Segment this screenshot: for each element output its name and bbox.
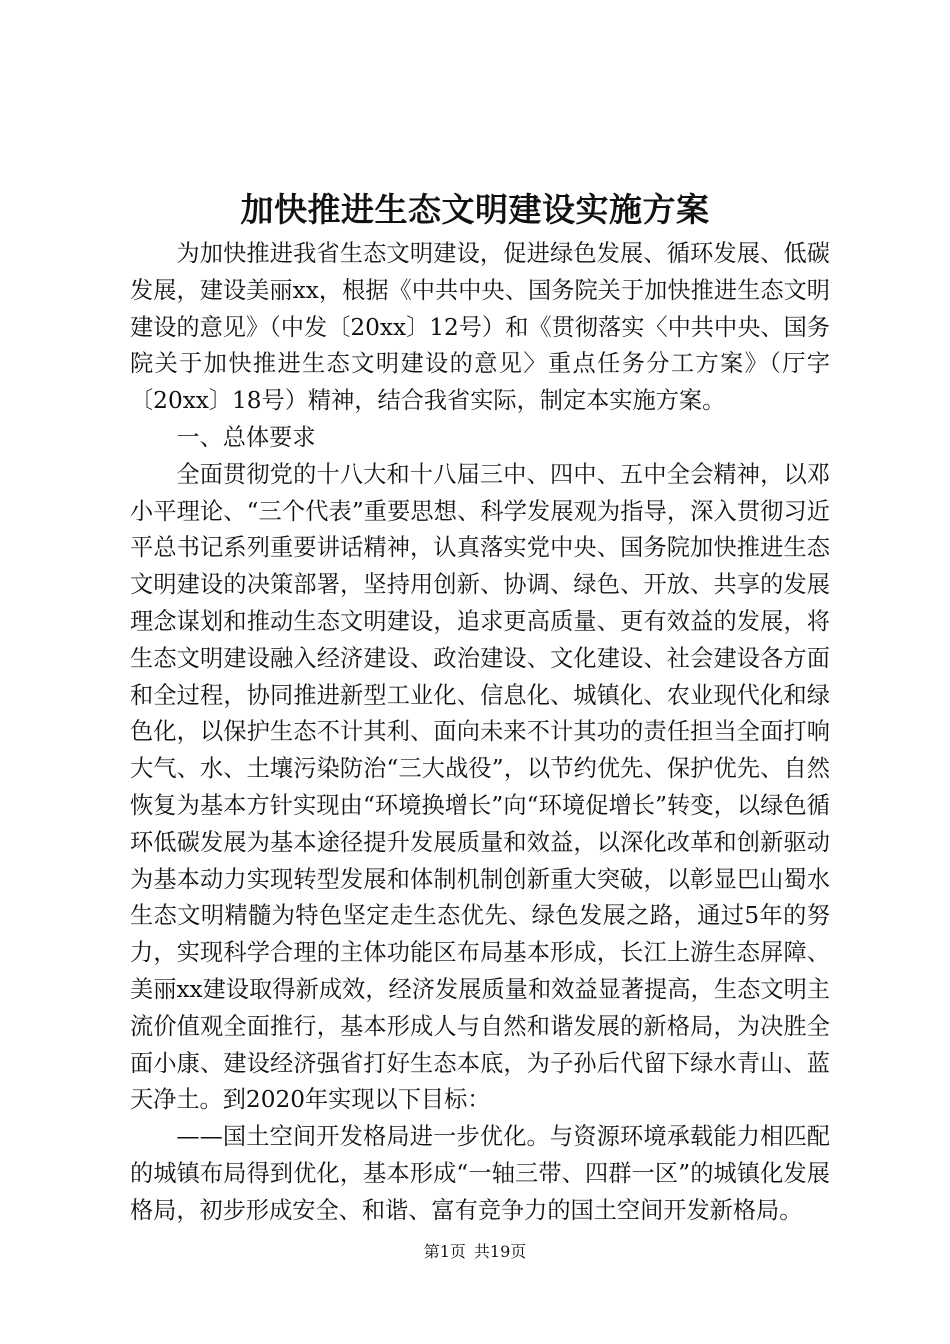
section-heading: 一、总体要求	[176, 423, 316, 451]
page-number: 第1页	[423, 1242, 466, 1261]
intro-paragraph: 为加快推进我省生态文明建设，促进绿色发展、循环发展、低碳发展，建设美丽xx，根据《中共中央、国务院关于加快推进生态文明建设的意见》（中发〔20xx〕12号）和《贯彻落实〈中共中央、国务院关于加快推进生态文明建设的意见〉重点任务分工方案》（厅字〔20xx〕18号）精神，结合我省实际，制定本实施方案。	[130, 240, 830, 415]
page-total: 共19页	[473, 1242, 527, 1261]
page-footer	[0, 1240, 950, 1264]
overall-requirements-paragraph: 全面贯彻党的十八大和十八届三中、四中、五中全会精神，以邓小平理论、“三个代表”重要思想、科学发展观为指导，深入贯彻习近平总书记系列重要讲话精神，认真落实党中央、国务院加快推进生态文明建设的决策部署，坚持用创新、协调、绿色、开放、共享的发展理念谋划和推动生态文明建设，追求更高质量、更有效益的发展，将生态文明建设融入经济建设、政治建设、文化建设、社会建设各方面和全过程，协同推进新型工业化、信息化、城镇化、农业现代化和绿色化，以保护生态不计其利、面向未来不计其功的责任担当全面打响大气、水、土壤污染防治“三大战役”，以节约优先、保护优先、自然恢复为基本方针实现由“环境换增长”向“环境促增长”转变，以绿色循环低碳发展为基本途径提升发展质量和效益，以深化改革和创新驱动为基本动力实现转型发展和体制机制创新重大突破，以彰显巴山蜀水生态文明精髓为特色坚定走生态优先、绿色发展之路，通过5年的努力，实现科学合理的主体功能区布局基本形成，长江上游生态屏障、美丽xx建设取得新成效，经济发展质量和效益显著提高，生态文明主流价值观全面推行，基本形成人与自然和谐发展的新格局，为决胜全面小康、建设经济强省打好生态本底，为子孙后代留下绿水青山、蓝天净土。到2020年实现以下目标：	[130, 460, 830, 1114]
goal-paragraph: ——国土空间开发格局进一步优化。与资源环境承载能力相匹配的城镇布局得到优化，基本形成“一轴三带、四群一区”的城镇化发展格局，初步形成安全、和谐、富有竞争力的国土空间开发新格局。	[130, 1123, 830, 1224]
document-title: 加快推进生态文明建设实施方案	[240, 190, 710, 229]
document-body	[130, 236, 830, 1230]
